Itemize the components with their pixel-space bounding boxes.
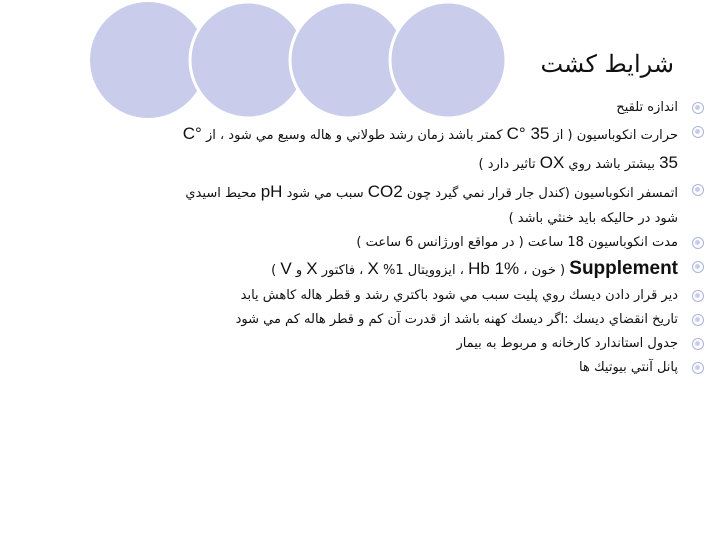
- bullet-line: [38, 308, 678, 332]
- text-segment: ، فاكتور: [317, 263, 368, 278]
- bullet-item: [38, 255, 710, 284]
- text-segment: جدول استاندارد كارخانه و مربوط به بيمار: [456, 336, 678, 351]
- bullet-line: [38, 332, 678, 356]
- text-segment: دير قرار دادن ديسك روي پليت سبب مي شود باكتري رشد و قطر هاله كاهش يابد: [240, 288, 678, 303]
- text-segment: CO2: [367, 182, 403, 201]
- text-segment: شود در حاليكه بايد خنثي باشد ): [508, 211, 678, 226]
- bullet-circle-icon: [692, 338, 704, 350]
- text-segment: Hb 1%: [468, 259, 520, 278]
- text-segment: پانل آنتي بيوتيك ها: [579, 360, 678, 375]
- bullet-item: [38, 96, 710, 120]
- bullet-item: [38, 356, 710, 380]
- text-segment: 35: [659, 153, 678, 172]
- text-segment: V: [280, 259, 292, 278]
- slide-title: شرايط كشت: [540, 50, 674, 78]
- text-segment: Supplement: [569, 258, 678, 279]
- bullet-item: [38, 120, 710, 178]
- bullet-line: [38, 149, 678, 178]
- bullet-item: [38, 231, 710, 255]
- bullet-line: [38, 231, 678, 255]
- text-segment: سبب مي شود: [282, 186, 368, 201]
- bullet-circle-icon: [692, 102, 704, 114]
- text-segment: OX: [539, 153, 565, 172]
- text-segment: ، ايزوويتال 1%: [378, 263, 469, 278]
- text-segment: محيط اسيدي: [185, 186, 261, 201]
- text-segment: pH: [260, 182, 283, 201]
- text-segment: مدت انكوباسيون 18 ساعت ( در مواقع اورژانس 6 ساعت ): [356, 235, 678, 250]
- bullet-line: [38, 178, 678, 207]
- bullet-list: [38, 96, 710, 380]
- text-segment: كمتر باشد زمان رشد طولاني و هاله وسيع مي شود ، از: [201, 128, 507, 143]
- bullet-circle-icon: [692, 261, 704, 273]
- text-segment: ( خون ،: [519, 263, 570, 278]
- text-segment: °C: [182, 124, 202, 143]
- bullet-line: [38, 255, 678, 284]
- bullet-item: [38, 308, 710, 332]
- text-segment: X: [367, 259, 379, 278]
- bullet-item: [38, 332, 710, 356]
- bullet-line: [38, 207, 678, 231]
- text-segment: تاريخ انقضاي ديسك :اگر ديسك كهنه باشد از قدرت آن كم و قطر هاله كم مي شود: [235, 312, 678, 327]
- text-segment: و: [291, 263, 307, 278]
- bullet-item: [38, 284, 710, 308]
- bullet-circle-icon: [692, 314, 704, 326]
- text-segment: 35 °C: [506, 124, 550, 143]
- bullet-line: [38, 356, 678, 380]
- text-segment: X: [306, 259, 318, 278]
- text-segment: اندازه تلقيح: [616, 100, 678, 115]
- bullet-circle-icon: [692, 184, 704, 196]
- bullet-item: [38, 178, 710, 231]
- text-segment: حرارت انكوباسيون ( از: [549, 128, 678, 143]
- bullet-circle-icon: [692, 126, 704, 138]
- bullet-line: [38, 284, 678, 308]
- text-segment: ): [271, 263, 281, 278]
- text-segment: بيشتر باشد روي: [564, 157, 660, 172]
- text-segment: اتمسفر انكوباسيون (كندل جار قرار نمي گيرد چون: [402, 186, 678, 201]
- bullet-line: [38, 120, 678, 149]
- text-segment: تاثير دارد ): [478, 157, 540, 172]
- bullet-line: [38, 96, 678, 120]
- bullet-circle-icon: [692, 362, 704, 374]
- bullet-circle-icon: [692, 290, 704, 302]
- bullet-circle-icon: [692, 237, 704, 249]
